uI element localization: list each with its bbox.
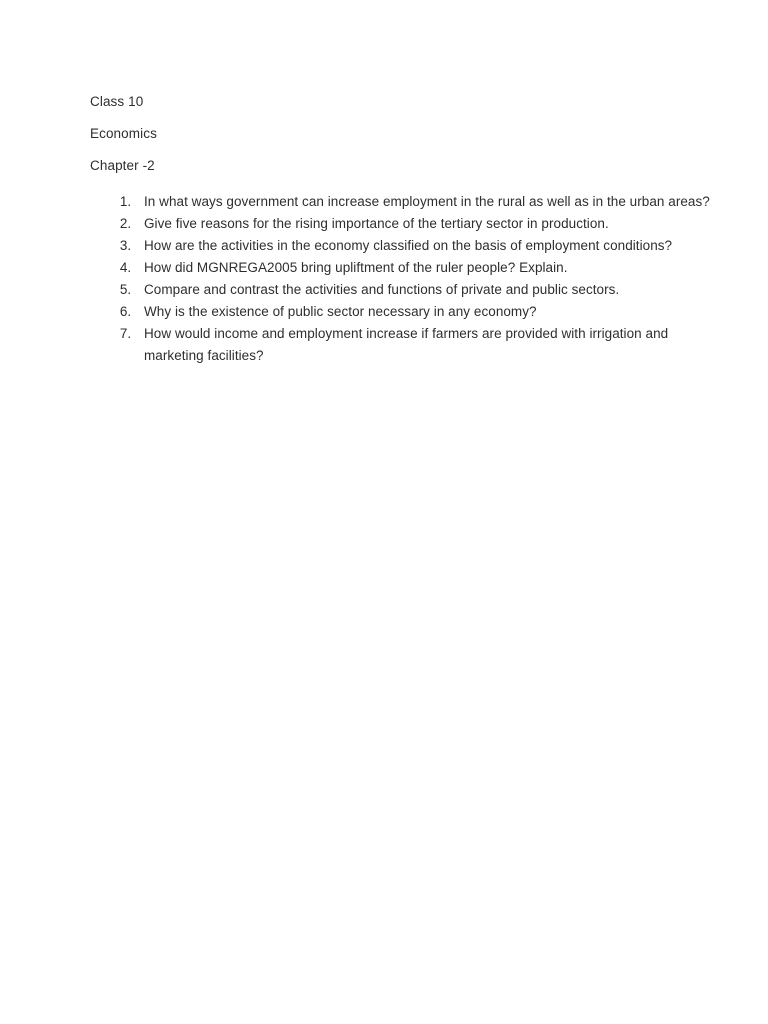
heading-subject: Economics	[90, 126, 157, 141]
question-text: Give five reasons for the rising importance of the tertiary sector in production.	[144, 216, 609, 231]
list-item	[135, 257, 715, 279]
list-item	[135, 323, 715, 367]
list-item	[135, 235, 715, 257]
document-body	[90, 93, 710, 367]
list-item	[135, 279, 715, 301]
question-text: Compare and contrast the activities and functions of private and public sectors.	[144, 282, 620, 297]
question-text: In what ways government can increase employment in the rural as well as in the urban areas?	[144, 194, 710, 209]
question-list	[90, 191, 715, 367]
list-item	[135, 191, 715, 213]
heading-chapter: Chapter -2	[90, 158, 155, 173]
list-item	[135, 301, 715, 323]
question-text: How are the activities in the economy classified on the basis of employment conditions?	[144, 238, 673, 253]
question-text: How would income and employment increase if farmers are provided with irrigation and marketing facilities?	[144, 326, 669, 363]
heading-class: Class 10	[90, 94, 144, 109]
list-item	[135, 213, 715, 235]
question-text: How did MGNREGA2005 bring upliftment of the ruler people? Explain.	[144, 260, 568, 275]
question-text: Why is the existence of public sector necessary in any economy?	[144, 304, 537, 319]
